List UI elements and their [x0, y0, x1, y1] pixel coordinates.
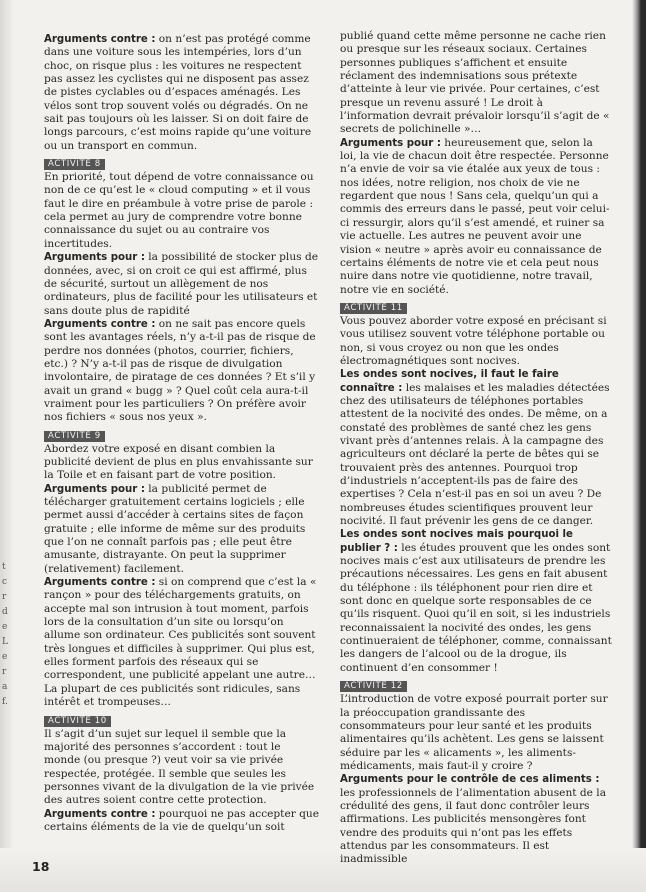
- paragraph: Vous pouvez aborder votre exposé en précisant si vous utilisez souvent votre téléphone portable ou non, si vous croyez ou non que les ondes électromagnétiques sont nocives.: [340, 314, 607, 367]
- paragraph: En priorité, tout dépend de votre connaissance ou non de ce qu’est le « cloud computing » et il vous faut le dire en préambule à votre prise de parole : cela permet au jury de comprendre votre bonne connaissance du sujet ou au contraire vos incertitudes.: [44, 171, 314, 250]
- paragraph: Abordez votre exposé en disant combien la publicité devient de plus en plus envahissante sur la Toile et en faisant part de votre position.: [44, 442, 313, 482]
- activity-10-tag: ACTIVITÉ 10: [44, 716, 111, 727]
- argument-label: Arguments contre :: [44, 577, 156, 589]
- paragraph: Il s’agit d’un sujet sur lequel il semble que la majorité des personnes s’accordent : tout le monde (ou presque ?) veut voir sa vie privée respectée, protégée. Il semble que seules les personnes vivant de la divulgation de la vie privée des autres soient contre cette protection.: [44, 727, 315, 807]
- argument-label: Arguments contre :: [44, 318, 156, 330]
- adjacent-page-fragment: t c r d e L e r a f.: [2, 562, 8, 707]
- activity-11-tag: ACTIVITÉ 11: [340, 303, 407, 314]
- paragraph: Arguments contre : si on comprend que c’est la « rançon » pour des téléchargements gratuits, on accepte mal son intrusion à tout moment, parfois lors de la consultation d’un site ou lorsqu’on allume son ordinateur. Ces publicités sont souvent très longues et difficiles à supprimer. Qui plus est, elles forment parfois des réseaux qui se correspondent, une publicité appelant une autre… La plupart de ces publicités sont ridicules, sans intérêt et trompeuses…: [44, 576, 317, 709]
- paragraph: Arguments pour : la publicité permet de télécharger gratuitement certains logiciels ; elle permet aussi d’accéder à certains sites de façon gratuite ; elle informe de même sur des produits que l’on ne connaît parfois pas ; elle peut être amusante, distrayante. On peut la supprimer (relativement) facilement.: [44, 482, 306, 575]
- page-number: 18: [32, 859, 50, 874]
- right-column: [340, 30, 612, 867]
- argument-label: Arguments pour le contrôle de ces aliments :: [340, 774, 600, 786]
- paragraph: Arguments contre : on n’est pas protégé comme dans une voiture sous les intempéries, lors d’un choc, on risque plus : les voitures ne respectent pas assez les cyclistes qui ne disposent pas assez de pistes cyclables ou d’espaces aménagés. Les vélos sont trop souvent volés ou dégradés. On ne sait pas toujours où les laisser. Si on doit faire de longs parcours, c’est moins rapide qu’une voiture ou un transport en commun.: [44, 33, 312, 152]
- argument-label: Arguments contre :: [44, 808, 156, 820]
- activity-8-tag: ACTIVITÉ 8: [44, 159, 105, 170]
- argument-label: Les ondes sont nocives mais pourquoi le publier ? :: [340, 529, 573, 554]
- argument-label: Arguments pour :: [44, 483, 145, 495]
- activity-12-tag: ACTIVITÉ 12: [340, 681, 407, 692]
- argument-label: Arguments pour :: [44, 252, 145, 264]
- paragraph: Arguments pour : heureusement que, selon la loi, la vie de chacun doit être respectée. Personne n’a envie de voir sa vie étalée aux yeux de tous : nos idées, notre religion, nos choix de vie ne regardent que nous ! Sans cela, quelqu’un qui a commis des erreurs dans le passé, peut voir celui-ci ressurgir, alors qu’il s’est amendé, et ruiner sa vie actuelle. Les autres ne peuvent avoir une vision « neutre » après avoir eu connaissance de certains éléments de notre vie et cela peut nous nuire dans notre vie quotidienne, notre travail, notre vie en société.: [340, 136, 610, 296]
- paragraph: L’introduction de votre exposé pourrait porter sur la préoccupation grandissante des consommateurs pour leur santé et les produits alimentaires qu’ils achètent. Les gens se laissent séduire par les « alicaments », les aliments-médicaments, mais faut-il y croire ?: [340, 693, 608, 772]
- left-column: [44, 33, 319, 834]
- paragraph: Arguments pour le contrôle de ces aliments : les professionnels de l’alimentation abusent de la crédulité des gens, il faut donc contrôler leurs affirmations. Les publicités mensongères font vendre des produits qui n’ont pas les effets attendus par les consommateurs. Il est inadmissible: [340, 774, 607, 866]
- paragraph: Les ondes sont nocives mais pourquoi le publier ? : les études prouvent que les ondes sont nocives mais c’est aux utilisateurs de prendre les précautions nécessaires. Les gens en fait abusent du téléphone : ils téléphonent pour rien dire et sont donc en quelque sorte responsables de ce qu’ils risquent. Quoi qu’il en soit, si les industriels reconnaissaient la nocivité des ondes, les gens continueraient de téléphoner, comme, connaissant les dangers de l’alcool ou de la drogue, ils continuent d’en consommer !: [340, 529, 612, 674]
- paragraph: publié quand cette même personne ne cache rien ou presque sur les réseaux sociaux. Certaines personnes publiques s’affichent et ensuite réclament des indemnisations sous prétexte d’atteinte à leur vie privée. Pour certaines, c’est presque un revenu assuré ! Le droit à l’information devrait prévaloir lorsqu’il s’agit de « secrets de polichinelle »…: [340, 30, 610, 136]
- argument-label: Arguments contre :: [44, 34, 156, 45]
- paragraph: Arguments pour : la possibilité de stocker plus de données, avec, si on croit ce qui est affirmé, plus de sécurité, surtout un allègement de nos ordinateurs, plus de facilité pour les utilisateurs et sans doute plus de rapidité: [44, 251, 318, 317]
- argument-label: Les ondes sont nocives, il faut le faire connaître :: [340, 369, 559, 394]
- paragraph: Arguments contre : on ne sait pas encore quels sont les avantages réels, n’y a-t-il pas de risque de perdre nos données (photos, courrier, fichiers, etc.) ? N’y a-t-il pas de risque de divulgation involontaire, de piratage de ces données ? Et s’il y avait un grand « bugg » ? Quel coût cela aura-t-il vraiment pour les particuliers ? On préfère avoir nos fichiers « sous nos yeux ».: [44, 317, 316, 424]
- argument-label: Arguments pour :: [340, 137, 441, 149]
- paragraph: Les ondes sont nocives, il faut le faire connaître : les malaises et les maladies détectées chez des utilisateurs de téléphones portables attestent de la nocivité des ondes. De même, on a constaté des problèmes de santé chez les gens vivant près d’antennes relais. À la campagne des agriculteurs ont déclaré la perte de bêtes qui se trouvaient près des antennes. Pourquoi trop d’industriels n’acceptent-ils pas de faire des expertises ? Cela n’est-il pas en soi un aveu ? De nombreuses études scientifiques prouvent leur nocivité. Il faut prévenir les gens de ce danger.: [340, 369, 610, 528]
- right-page-edge: [632, 0, 646, 892]
- paragraph: Arguments contre : pourquoi ne pas accepter que certains éléments de la vie de quelqu’un soit: [44, 807, 320, 833]
- activity-9-tag: ACTIVITÉ 9: [44, 431, 105, 442]
- left-page-edge: [0, 0, 14, 892]
